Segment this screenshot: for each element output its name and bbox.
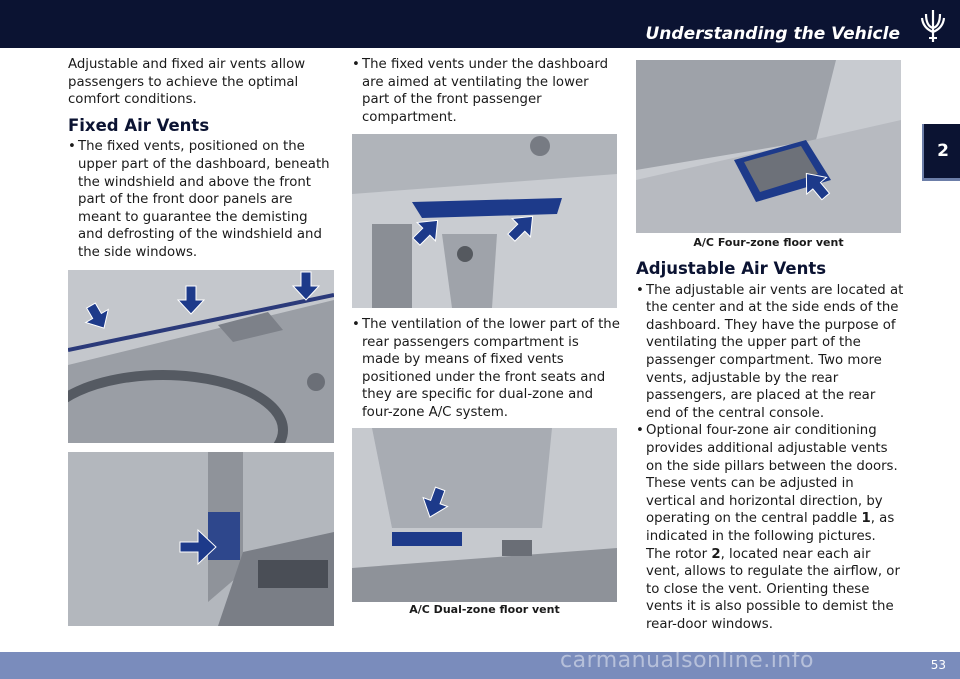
four-zone-floor-vent-photo [636, 60, 901, 233]
section-title: Understanding the Vehicle [645, 24, 900, 44]
fixed-vents-heading: Fixed Air Vents [68, 115, 210, 135]
paddle-number: 1 [861, 511, 871, 527]
column-1 [68, 56, 336, 262]
under-dashboard-photo [352, 134, 617, 308]
adjustable-vents-bullet-2 [636, 422, 904, 633]
adjustable-vents-heading: Adjustable Air Vents [636, 259, 827, 278]
bullet2-text-3: , located near each air vent, allows to regulate the airflow, or to close the vent. Orienting these vents it is also possible to demist the rear-door windows. [646, 546, 900, 632]
column-2-lower [352, 316, 620, 422]
bullet2-text-1: Optional four-zone air conditioning provides additional adjustable vents on the side pillars between the doors. These vents can be adjusted in vertical and horizontal direction, by operating on the central paddle [646, 423, 898, 527]
chapter-tab[interactable]: 2 [922, 124, 960, 181]
side-vent-photo [68, 452, 334, 626]
column-3 [636, 252, 904, 633]
four-zone-caption: A/C Four-zone floor vent [693, 236, 844, 249]
rear-floor-vents-bullet: • The ventilation of the lower part of the rear passengers compartment is made by means of fixed vents positioned under the front seats and they are specific for dual-zone and four-zone A/C system. [352, 316, 620, 422]
fixed-vents-bullet-1: • The fixed vents, positioned on the upper part of the dashboard, beneath the windshield and above the front part of the front door panels are meant to guarantee the demisting and defrosting of the windshield and the side windows. [68, 138, 336, 261]
trident-icon [918, 8, 948, 44]
column-2 [352, 56, 620, 126]
header-bar [0, 0, 960, 48]
adjustable-vents-bullet-1: • The adjustable air vents are located at the center and at the side ends of the dashboard. They have the purpose of ventilating the upper part of the passenger compartment. Two more vents, adjustable by the rear passengers, are placed at the rear end of the central console. [636, 282, 904, 423]
page-number: 53 [930, 658, 946, 672]
footer-bar [0, 652, 960, 679]
under-dash-vents-bullet: • The fixed vents under the dashboard are aimed at ventilating the lower part of the front passenger compartment. [352, 56, 620, 126]
intro-paragraph: Adjustable and fixed air vents allow passengers to achieve the optimal comfort conditions. [68, 57, 306, 108]
rotor-number: 2 [711, 546, 721, 562]
dual-zone-floor-vent-photo [352, 428, 617, 602]
watermark: carmanualsonline.info [560, 648, 814, 673]
bullet2-text-2: , as indicated in the following pictures. The rotor [646, 511, 895, 562]
dashboard-vents-photo [68, 270, 334, 443]
dual-zone-caption: A/C Dual-zone floor vent [409, 603, 560, 616]
